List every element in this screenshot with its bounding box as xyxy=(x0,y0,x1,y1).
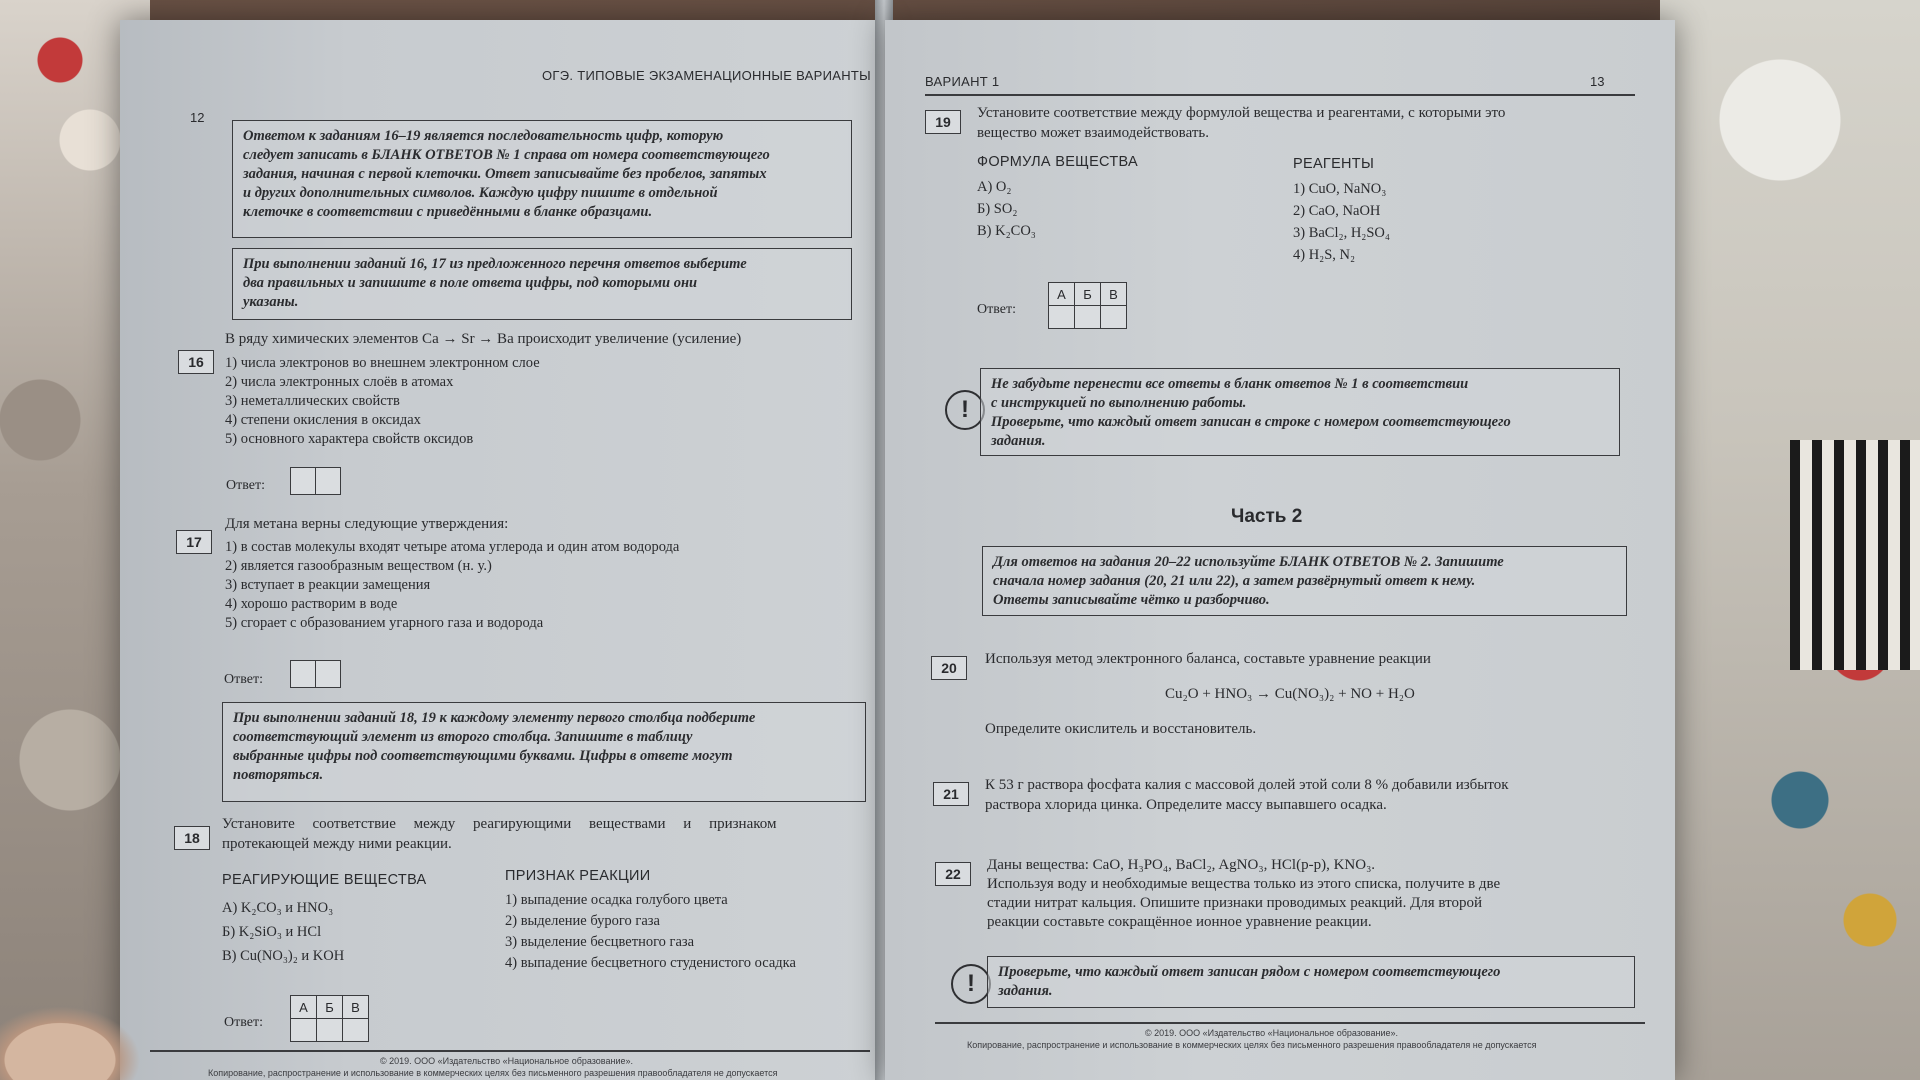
question-22-line: реакции составьте сокращённое ионное уравнение реакции. xyxy=(987,914,1372,930)
answer-label: Ответ: xyxy=(977,302,1016,317)
option: 2) является газообразным веществом (н. у.) xyxy=(225,558,492,574)
grid-letter: Б xyxy=(317,996,343,1019)
footer-copyright: © 2019. ООО «Издательство «Национальное образование». xyxy=(1145,1028,1398,1038)
notice-line: задания. xyxy=(991,433,1046,449)
footer-copyright: © 2019. ООО «Издательство «Национальное образование». xyxy=(380,1056,633,1066)
notice-box-check xyxy=(987,956,1635,1008)
exclamation-icon: ! xyxy=(945,390,985,430)
option: 4) выпадение бесцветного студенистого осадка xyxy=(505,955,796,971)
instruction-line: повторяться. xyxy=(233,767,324,783)
option: В) K₂CO₃ xyxy=(977,223,1036,239)
option: А) O₂ xyxy=(977,179,1012,195)
instruction-line: При выполнении заданий 16, 17 из предложенного перечня ответов выберите xyxy=(243,256,747,272)
question-16-options xyxy=(225,354,540,449)
question-19-text: Установите соответствие между формулой вещества и реагентами, с которыми это xyxy=(977,105,1506,121)
column-header-formula: ФОРМУЛА ВЕЩЕСТВА xyxy=(977,154,1138,170)
option: 3) BaCl₂, H₂SO₄ xyxy=(1293,225,1390,241)
right-page xyxy=(885,20,1675,1080)
question-21-text: раствора хлорида цинка. Определите массу выпавшего осадка. xyxy=(985,797,1387,813)
option: 5) сгорает с образованием угарного газа и водорода xyxy=(225,615,544,631)
answer-label: Ответ: xyxy=(224,1015,263,1030)
column-substances xyxy=(222,896,344,968)
question-18-text: протекающей между ними реакции. xyxy=(222,836,452,852)
option: 2) числа электронных слоёв в атомах xyxy=(225,374,454,390)
question-18-text: Установите соответствие между реагирующими веществами и признаком xyxy=(222,816,777,832)
column-header-reagents: РЕАГЕНТЫ xyxy=(1293,156,1375,172)
grid-letter: В xyxy=(1101,283,1127,306)
striped-fabric xyxy=(1790,440,1920,670)
option: 3) вступает в реакции замещения xyxy=(225,577,431,593)
question-19-text: вещество может взаимодействовать. xyxy=(977,125,1209,141)
option: 4) степени окисления в оксидах xyxy=(225,412,421,428)
question-22-text xyxy=(987,856,1500,932)
question-20-equation: Cu₂O + HNO₃ → Cu(NO₃)₂ + NO + H₂O xyxy=(1165,686,1415,702)
column-formula xyxy=(977,176,1036,242)
grid-letter: А xyxy=(1049,283,1075,306)
column-reagents xyxy=(1293,178,1390,266)
question-22-line: стадии нитрат кальция. Опишите признаки проводимых реакций. Для второй xyxy=(987,895,1483,911)
question-20-task: Определите окислитель и восстановитель. xyxy=(985,721,1257,737)
option: А) K₂CO₃ и HNO₃ xyxy=(222,900,334,916)
column-signs xyxy=(505,890,796,974)
question-number-18: 18 xyxy=(174,826,210,850)
part-title: Часть 2 xyxy=(1231,506,1303,527)
question-16-text: В ряду химических элементов Ca → Sr → Ba происходит увеличение (усиление) xyxy=(225,331,742,347)
instruction-box-part2 xyxy=(982,546,1627,616)
left-page xyxy=(120,20,880,1080)
page-header: ОГЭ. ТИПОВЫЕ ЭКЗАМЕНАЦИОННЫЕ ВАРИАНТЫ xyxy=(542,68,871,83)
instruction-line: Для ответов на задания 20–22 используйте БЛАНК ОТВЕТОВ № 2. Запишите xyxy=(993,554,1504,570)
option: 1) числа электронов во внешнем электронном слое xyxy=(225,355,540,371)
page-number: 12 xyxy=(190,110,205,125)
option: 4) хорошо растворим в воде xyxy=(225,596,398,612)
option: 1) в состав молекулы входят четыре атома углерода и один атом водорода xyxy=(225,539,680,555)
notice-line: задания. xyxy=(998,983,1053,999)
instruction-line: При выполнении заданий 18, 19 к каждому элементу первого столбца подберите xyxy=(233,710,756,726)
question-number-20: 20 xyxy=(931,656,967,680)
column-header-signs: ПРИЗНАК РЕАКЦИИ xyxy=(505,868,651,884)
option: 5) основного характера свойств оксидов xyxy=(225,431,474,447)
question-number-21: 21 xyxy=(933,782,969,806)
notice-line: Проверьте, что каждый ответ записан рядом с номером соответствующего xyxy=(998,964,1501,980)
grid-letter: Б xyxy=(1075,283,1101,306)
instruction-line: два правильных и запишите в поле ответа цифры, под которыми они xyxy=(243,275,698,291)
option: В) Cu(NO₃)₂ и KOH xyxy=(222,948,345,964)
exclamation-icon: ! xyxy=(951,964,991,1004)
instruction-line: следует записать в БЛАНК ОТВЕТОВ № 1 справа от номера соответствующего xyxy=(243,147,770,163)
option: 2) выделение бурого газа xyxy=(505,913,660,929)
header-rule xyxy=(925,94,1635,96)
option: 1) CuO, NaNO₃ xyxy=(1293,181,1387,197)
question-17-text: Для метана верны следующие утверждения: xyxy=(225,516,509,532)
grid-cell[interactable] xyxy=(343,1019,369,1042)
instruction-box-16-17 xyxy=(232,248,852,320)
notice-line: Не забудьте перенести все ответы в бланк ответов № 1 в соответствии xyxy=(991,376,1469,392)
option: 1) выпадение осадка голубого цвета xyxy=(505,892,728,908)
instruction-line: соответствующий элемент из второго столбца. Запишите в таблицу xyxy=(233,729,693,745)
grid-letter: В xyxy=(343,996,369,1019)
option: 4) H₂S, N₂ xyxy=(1293,247,1356,263)
grid-cell[interactable] xyxy=(1049,306,1075,329)
answer-label: Ответ: xyxy=(226,478,265,493)
instruction-line: указаны. xyxy=(243,294,299,310)
question-22-line: Используя воду и необходимые вещества только из этого списка, получите в две xyxy=(987,876,1501,892)
instruction-line: и других дополнительных символов. Каждую цифру пишите в отдельной xyxy=(243,185,718,201)
column-header-substances: РЕАГИРУЮЩИЕ ВЕЩЕСТВА xyxy=(222,872,427,888)
footer-notice: Копирование, распространение и использование в коммерческих целях без письменного разрешения правообладателя не допускается xyxy=(208,1068,778,1078)
grid-letter: А xyxy=(291,996,317,1019)
question-number-17: 17 xyxy=(176,530,212,554)
grid-cell[interactable] xyxy=(1075,306,1101,329)
grid-cell[interactable] xyxy=(291,1019,317,1042)
question-number-16: 16 xyxy=(178,350,214,374)
question-22-line: Даны вещества: CaO, H₃PO₄, BaCl₂, AgNO₃, HCl(р-р), KNO₃. xyxy=(987,857,1376,873)
notice-box-transfer xyxy=(980,368,1620,456)
notice-line: с инструкцией по выполнению работы. xyxy=(991,395,1247,411)
question-20-text: Используя метод электронного баланса, составьте уравнение реакции xyxy=(985,651,1431,667)
option: 3) выделение бесцветного газа xyxy=(505,934,695,950)
answer-grid-18[interactable] xyxy=(290,995,369,1042)
instruction-line: сначала номер задания (20, 21 или 22), а затем развёрнутый ответ к нему. xyxy=(993,573,1476,589)
option: 2) CaO, NaOH xyxy=(1293,203,1381,219)
page-header: ВАРИАНТ 1 xyxy=(925,74,1000,89)
footer-rule xyxy=(150,1050,870,1052)
question-17-options xyxy=(225,538,679,633)
instruction-box-18-19 xyxy=(222,702,866,802)
question-21-text: К 53 г раствора фосфата калия с массовой долей этой соли 8 % добавили избыток xyxy=(985,777,1509,793)
instruction-line: выбранные цифры под соответствующими буквами. Цифры в ответе могут xyxy=(233,748,733,764)
answer-cells-16[interactable] xyxy=(290,467,341,495)
grid-cell[interactable] xyxy=(317,1019,343,1042)
instruction-line: клеточке в соответствии с приведёнными в бланке образцами. xyxy=(243,204,653,220)
grid-cell[interactable] xyxy=(1101,306,1127,329)
option: Б) K₂SiO₃ и HCl xyxy=(222,924,322,940)
notice-line: Проверьте, что каждый ответ записан в строке с номером соответствующего xyxy=(991,414,1511,430)
option: 3) неметаллических свойств xyxy=(225,393,400,409)
option: Б) SO₂ xyxy=(977,201,1018,217)
question-number-22: 22 xyxy=(935,862,971,886)
page-number: 13 xyxy=(1590,74,1605,89)
answer-label: Ответ: xyxy=(224,672,263,687)
question-number-19: 19 xyxy=(925,110,961,134)
thumb xyxy=(0,1000,150,1080)
footer-rule xyxy=(935,1022,1645,1024)
instruction-line: задания, начиная с первой клеточки. Ответ записывайте без пробелов, запятых xyxy=(243,166,767,182)
answer-cells-17[interactable] xyxy=(290,660,341,688)
instruction-box-answers xyxy=(232,120,852,238)
instruction-line: Ответом к заданиям 16–19 является последовательность цифр, которую xyxy=(243,128,724,144)
instruction-line: Ответы записывайте чётко и разборчиво. xyxy=(993,592,1270,608)
footer-notice: Копирование, распространение и использование в коммерческих целях без письменного разрешения правообладателя не допускается xyxy=(967,1040,1537,1050)
answer-grid-19[interactable] xyxy=(1048,282,1127,329)
